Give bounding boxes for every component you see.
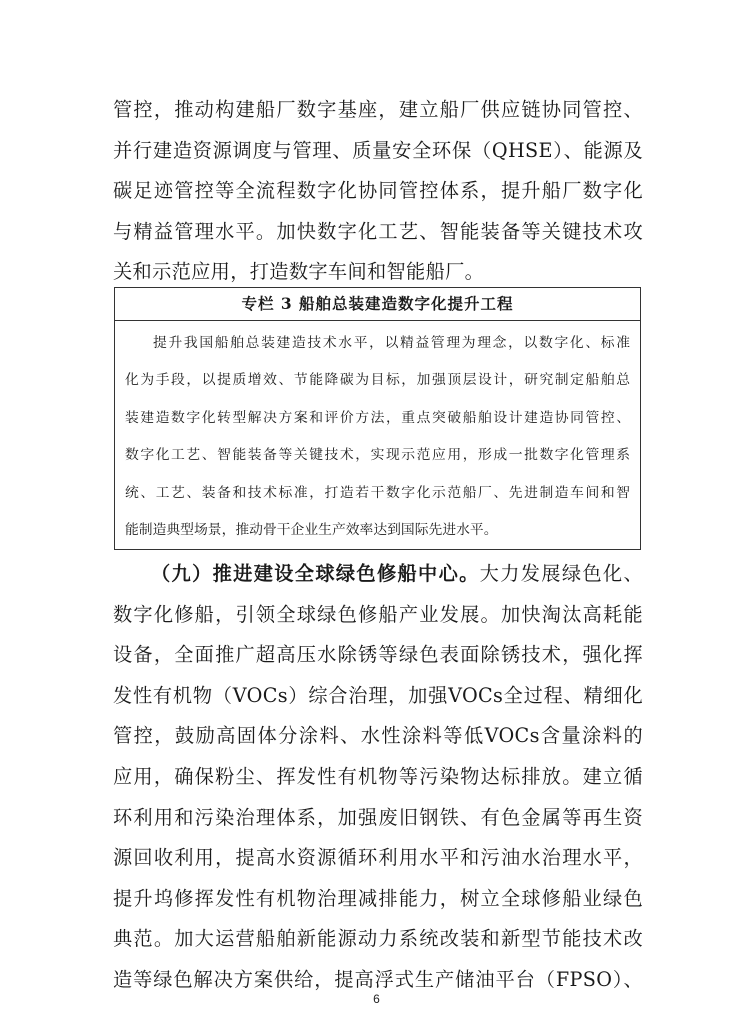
section-nine-paragraph <box>113 554 643 1001</box>
box-line: 统、工艺、装备和技术标准，打造若干数字化示范船厂、先进制造车间和智 <box>125 484 630 501</box>
box-line: 能制造典型场景，推动骨干企业生产效率达到国际先进水平。 <box>125 521 498 538</box>
paragraph-line: 造等绿色解决方案供给，提高浮式生产储油平台（FPSO）、 <box>113 967 643 991</box>
paragraph-line: 发性有机物（VOCs）综合治理，加强VOCs全过程、精细化 <box>113 683 643 707</box>
paragraph-line: 源回收利用，提高水资源循环利用水平和污油水治理水平， <box>113 846 643 870</box>
box-line: 数字化工艺、智能装备等关键技术，实现示范应用，形成一批数字化管理系 <box>125 447 630 464</box>
paragraph-line: 提升坞修挥发性有机物治理减排能力，树立全球修船业绿色 <box>113 886 643 910</box>
paragraph-line: 应用，确保粉尘、挥发性有机物等污染物达标排放。建立循 <box>113 764 643 788</box>
paragraph-line: 设备，全面推广超高压水除锈等绿色表面除锈技术，强化挥 <box>113 643 643 667</box>
box-line: 化为手段，以提质增效、节能降碳为目标，加强顶层设计，研究制定船舶总 <box>125 372 630 389</box>
heading-line-rest: 大力发展绿色化、 <box>479 562 643 585</box>
page-number: 6 <box>373 992 380 1006</box>
paragraph-line: 管控，鼓励高固体分涂料、水性涂料等低VOCs含量涂料的 <box>113 724 643 748</box>
box-line: 提升我国船舶总装建造技术水平，以精益管理为理念，以数字化、标准 <box>153 335 630 351</box>
feature-box-body <box>115 321 640 549</box>
paragraph-line: 与精益管理水平。加快数字化工艺、智能装备等关键技术攻 <box>113 219 643 243</box>
section-heading: （九）推进建设全球绿色修船中心。 <box>151 562 480 585</box>
paragraph-line: 碳足迹管控等全流程数字化协同管控体系，提升船厂数字化 <box>113 179 643 203</box>
feature-box <box>114 287 641 550</box>
paragraph-line: 管控，推动构建船厂数字基座，建立船厂供应链协同管控、 <box>113 98 643 121</box>
paragraph-line: 关和示范应用，打造数字车间和智能船厂。 <box>113 260 485 284</box>
paragraph-line: 并行建造资源调度与管理、质量安全环保（QHSE）、能源及 <box>113 138 643 162</box>
paragraph-line: 环利用和污染治理体系，加强废旧钢铁、有色金属等再生资 <box>113 805 643 829</box>
paragraph-line: 数字化修船，引领全球绿色修船产业发展。加快淘汰高耗能 <box>113 602 643 626</box>
box-line: 装建造数字化转型解决方案和评价方法，重点突破船舶设计建造协同管控、 <box>125 409 630 426</box>
paragraph-line: 典范。加大运营船舶新能源动力系统改装和新型节能技术改 <box>113 927 643 951</box>
feature-box-title: 专栏 3 船舶总装建造数字化提升工程 <box>115 288 640 321</box>
top-paragraph <box>113 90 643 293</box>
paragraph-line <box>113 554 643 595</box>
